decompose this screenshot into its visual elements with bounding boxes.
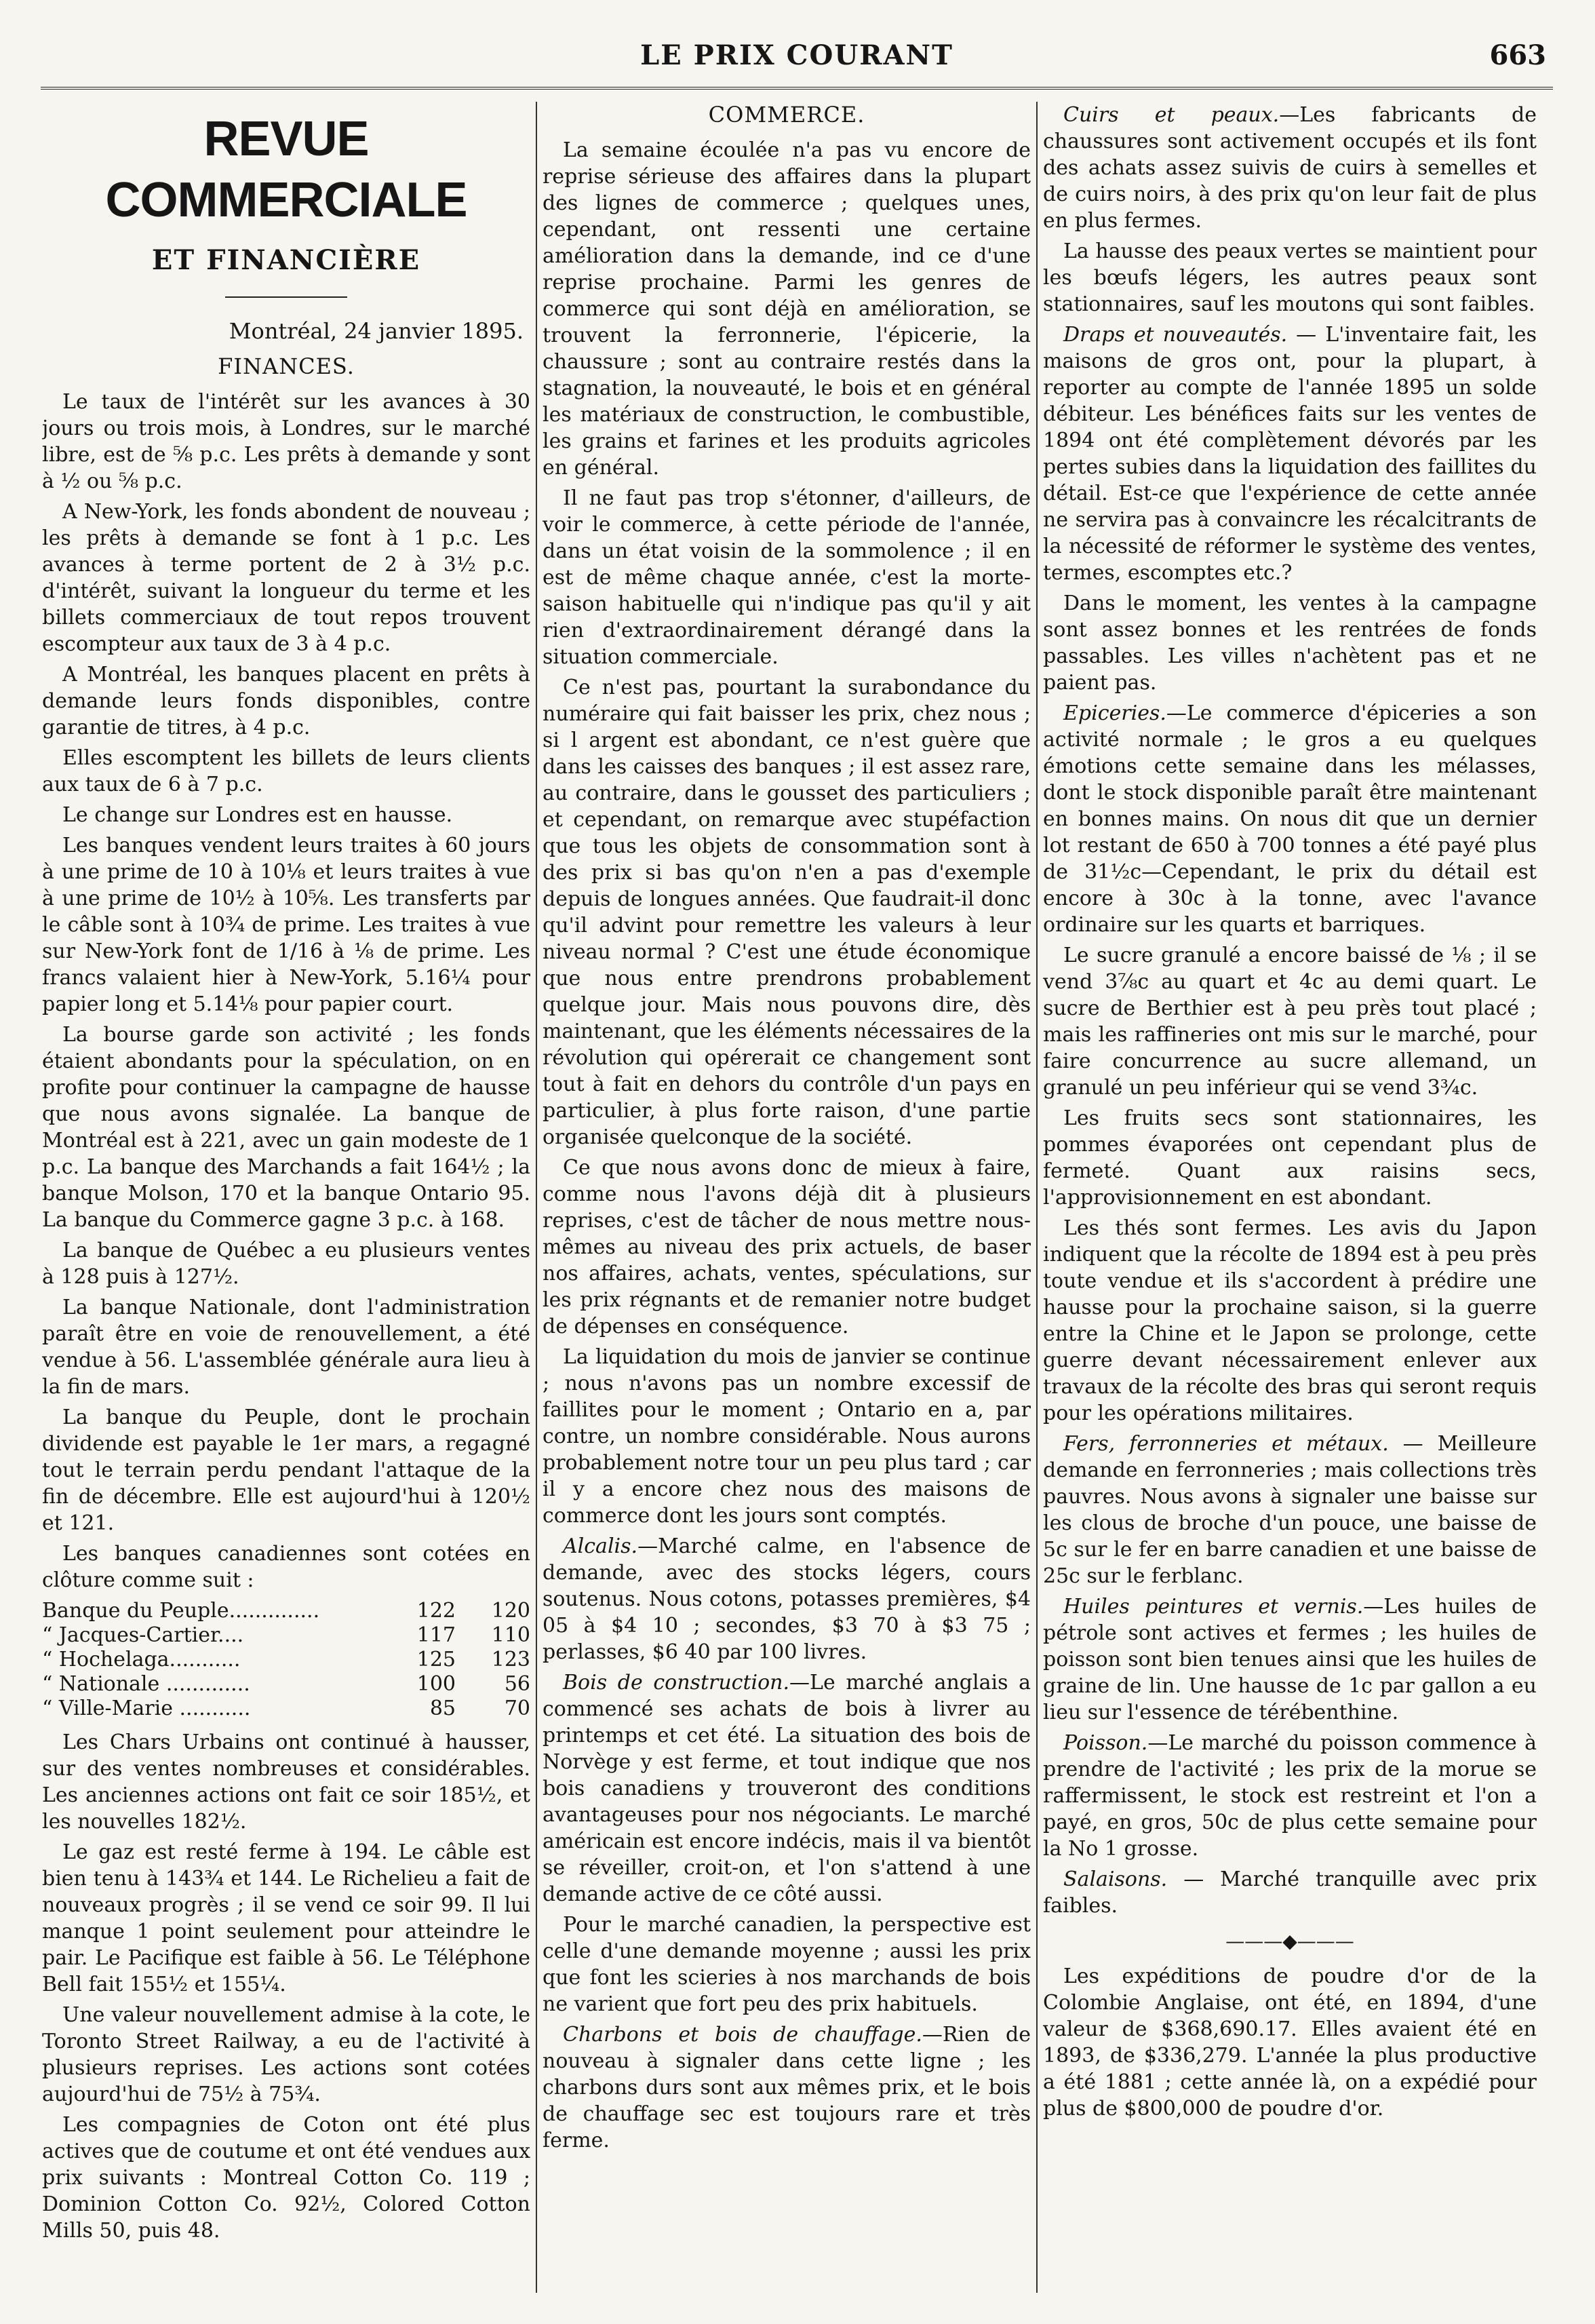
bank-name: “ Nationale ............. xyxy=(42,1672,250,1696)
rubric-text: —Le commerce d'épiceries a son activité normale ; le gros a eu quelques émotions cette semaine dans les mélasses, dont le stock disponible paraît être maintenant en bonnes mains. On nous dit que un dernier lot restant de 650 à 700 tonnes a été payé plus de 31½c—Cependant, le prix du détail est encore à 30c à la tonne, avec l'avance ordinaire sur les quarts et barriques. xyxy=(1043,701,1537,937)
paragraph: La liquidation du mois de janvier se continue ; nous n'avons pas un nombre excessif de faillites pour le moment ; Ontario en a, par contre, un nombre considérable. Nous aurons probablement notre tour un peu plus tard ; car il y a encore chez nous des maisons de commerce dont les jours sont comptés. xyxy=(543,1345,1031,1528)
paragraph: Une valeur nouvellement admise à la cote, le Toronto Street Railway, a eu de l'activité à plusieurs reprises. Les actions sont cotées aujourd'hui de 75½ à 75¾. xyxy=(42,2003,530,2106)
paragraph: A New-York, les fonds abondent de nouveau ; les prêts à demande se font à 1 p.c. Les avances à terme portent de 2 à 3½ p.c. d'intérêt, suivant la longueur du terme et les billets commerciaux de tout repos trouvent escompteur aux taux de 3 à 4 p.c. xyxy=(42,500,530,656)
ask-value: 120 xyxy=(491,1599,530,1623)
paragraph-bois xyxy=(543,1669,1031,1907)
table-row xyxy=(42,1697,530,1721)
rubric-label: Bois de construction. xyxy=(563,1671,790,1694)
bid-value: 100 xyxy=(416,1672,456,1696)
paragraph: Les thés sont fermes. Les avis du Japon indiquent que la récolte de 1894 est à peu près toute vendue et ils s'accordent à prédire une hausse pour la prochaine saison, si la guerre entre la Chine et le Japon se prolonge, cette guerre devant nécessairement enlever aux travaux de la récolte des bras qui seront requis pour les opérations militaires. xyxy=(1043,1216,1537,1425)
paragraph: Les banques vendent leurs traites à 60 jours à une prime de 10 à 10⅛ et leurs traites à vue à une prime de 10½ à 10⅝. Les transferts par le câble sont à 10¾ de prime. Les traites à vue sur New-York font de 1/16 à ⅛ de prime. Les francs valaient hier à New-York, 5.16¼ pour papier long et 5.14⅛ pour papier court. xyxy=(42,834,530,1016)
paragraph-fers xyxy=(1043,1431,1537,1589)
rubric-text: —Marché calme, en l'absence de demande, avec des stocks légers, cours soutenus. Nous cotons, potasses premières, $4 05 à $4 10 ; secondes, $3 70 à $3 75 ; perlasses, $6 40 par 100 livres. xyxy=(543,1534,1031,1664)
bid-value: 122 xyxy=(416,1599,456,1623)
column-rule-2 xyxy=(1036,102,1038,2293)
masthead-subtitle: ET FINANCIÈRE xyxy=(151,244,421,276)
ask-value: 110 xyxy=(491,1623,530,1647)
paragraph: A Montréal, les banques placent en prêts à demande leurs fonds disponibles, contre garantie de titres, à 4 p.c. xyxy=(42,663,530,739)
page-header xyxy=(41,39,1553,90)
rubric-text: — Marché tranquille avec prix faibles. xyxy=(1043,1867,1537,1918)
paragraph: Ce n'est pas, pourtant la surabondance du numéraire qui fait baisser les prix, chez nous ; si l argent est abondant, ce n'est guère que dans les caisses des banques ; il est assez rare, au contraire, dans le gousset des particuliers ; et cependant, on remarque avec stupéfaction que tous les objets de consommation sont à des prix si bas qu'on n'en a pas d'exemple depuis de longues années. Que faudrait-il donc qu'il advint pour remettre les valeurs à leur niveau normal ? C'est une étude économique que nous entre prendrons probablement quelque jour. Mais nous pouvons dire, dès maintenant, que les éléments nécessaires de la révolution qui opérerait ce changement sont tout à fait en dehors du contrôle d'un pays en particulier, à plus forte raison, d'une partie organisée quelconque de la société. xyxy=(543,676,1031,1149)
paragraph-alcalis xyxy=(543,1533,1031,1665)
paragraph: Pour le marché canadien, la perspective est celle d'une demande moyenne ; aussi les prix que font les scieries à nos marchands de bois ne varient que fort peu des prix habituels. xyxy=(543,1913,1031,2016)
paragraph: Le sucre granulé a encore baissé de ⅛ ; il se vend 3⅞c au quart et 4c au demi quart. Le sucre de Berthier est à peu près tout placé ; mais les raffineries ont mis sur le marché, pour faire concurrence au sucre allemand, un granulé un peu inférieur qui se vend 3¾c. xyxy=(1043,944,1537,1100)
paragraph-draps xyxy=(1043,322,1537,586)
rubric-label: Alcalis. xyxy=(563,1534,638,1558)
column-1 xyxy=(42,102,530,2300)
paragraph: Le taux de l'intérêt sur les avances à 30 jours ou trois mois, à Londres, sur le marché libre, est de ⅝ p.c. Les prêts à demande y sont à ½ ou ⅝ p.c. xyxy=(42,390,530,493)
paragraph: Les Chars Urbains ont continué à hausser, sur des ventes nombreuses et considérables. Les anciennes actions ont fait ce soir 185½, et les nouvelles 182½. xyxy=(42,1730,530,1834)
paragraph: Le change sur Londres est en hausse. xyxy=(62,803,453,827)
paragraph: Il ne faut pas trop s'étonner, d'ailleurs, de voir le commerce, à cette période de l'année, dans un état voisin de la sommolence ; il en est de même chaque année, c'est la morte-saison habituelle qui n'indique pas qu'il y ait rien d'extraordinairement dérangé dans la situation commerciale. xyxy=(543,486,1031,669)
bank-name: “ Ville-Marie ........... xyxy=(42,1697,251,1720)
paragraph: La semaine écoulée n'a pas vu encore de reprise sérieuse des affaires dans la plupart des lignes de commerce ; quelques unes, cependant, ont ressenti une certaine amélioration dans la demande, ind ce d'une reprise prochaine. Parmi les genres de commerce qui sont déjà en amélioration, se trouvent la ferronnerie, l'épicerie, la chaussure ; sont au contraire restés dans la stagnation, la nouveauté, le bois et en général les matériaux de construction, le combustible, les grains et farines et les produits agricoles en général. xyxy=(543,138,1031,480)
rubric-label: Draps et nouveautés. xyxy=(1063,323,1288,347)
bid-value: 117 xyxy=(416,1623,456,1647)
bank-quotes-table xyxy=(42,1599,530,1721)
rubric-text: —Les huiles de pétrole sont actives et fermes ; les huiles de poisson sont bien tenues ainsi que les huiles de graine de lin. Une hausse de 1c par gallon a eu lieu sur l'essence de térébenthine. xyxy=(1043,1595,1537,1724)
rubric-label: Epiceries. xyxy=(1063,701,1166,725)
rubric-label: Cuirs et peaux. xyxy=(1063,103,1280,127)
rubric-text: —Les fabricants de chaussures sont activement occupés et ils font des achats assez suivis de cuirs à semelles et de cuirs noirs, à des prix qu'on leur fait de plus en plus fermes. xyxy=(1043,103,1537,233)
table-row xyxy=(42,1648,530,1672)
rubric-label: Charbons et bois de chauffage. xyxy=(563,2023,922,2047)
dateline: Montréal, 24 janvier 1895. xyxy=(229,318,524,344)
paragraph: La hausse des peaux vertes se maintient pour les bœufs légers, les autres peaux sont stationnaires, sauf les moutons qui sont faibles. xyxy=(1043,239,1537,316)
section-heading-commerce: COMMERCE. xyxy=(708,102,865,128)
running-title: LE PRIX COURANT xyxy=(640,39,953,71)
column-rule-1 xyxy=(536,102,537,2293)
rubric-label: Huiles peintures et vernis. xyxy=(1063,1595,1364,1619)
bank-name: “ Jacques-Cartier.... xyxy=(42,1623,244,1647)
table-row xyxy=(42,1672,530,1697)
paragraph-poisson xyxy=(1043,1730,1537,1862)
ornament-divider-icon: ———◆——— xyxy=(1225,1930,1354,1952)
paragraph: Le gaz est resté ferme à 194. Le câble est bien tenu à 143¾ et 144. Le Richelieu a fait de nouveaux progrès ; il se vend ce soir 99. Il lui manque 1 point seulement pour atteindre le pair. Le Pacifique est faible à 56. Le Téléphone Bell fait 155½ et 155¼. xyxy=(42,1840,530,1996)
paragraph-epiceries xyxy=(1043,700,1537,938)
section-heading-finances: FINANCES. xyxy=(218,353,355,379)
paragraph: Les compagnies de Coton ont été plus actives que de coutume et ont été vendues aux prix suivants : Montreal Cotton Co. 119 ; Dominion Cotton Co. 92½, Colored Cotton Mills 50, puis 48. xyxy=(42,2113,530,2243)
masthead-title: REVUE COMMERCIALE xyxy=(105,112,467,227)
rubric-text: — Meilleure demande en ferronneries ; mais collections très pauvres. Nous avons à signaler une baisse sur les clous de broche d'un pouce, une baisse de 5c sur le fer en barre canadien et une baisse de 25c sur le ferblanc. xyxy=(1043,1432,1537,1588)
paragraph: La banque Nationale, dont l'administration paraît être en voie de renouvellement, a été vendue à 56. L'assemblée générale aura lieu à la fin de mars. xyxy=(42,1296,530,1399)
ask-value: 70 xyxy=(504,1697,530,1720)
paragraph-huiles xyxy=(1043,1593,1537,1726)
paragraph: La banque du Peuple, dont le prochain dividende est payable le 1er mars, a regagné tout le terrain perdu pendant l'attaque de la fin de décembre. Elle est aujourd'hui à 120½ et 121. xyxy=(42,1406,530,1535)
rubric-text: —Le marché anglais a commencé ses achats de bois à livrer au printemps et cet été. La situation des bois de Norvège y est ferme, et tout indique que nos bois canadiens y trouveront des conditions avantageuses pour nos négociants. Le marché américain est encore indécis, mais il va bientôt se réveiller, croit-on, et l'on s'attend à une demande active de ce côté aussi. xyxy=(543,1671,1031,1906)
rubric-text: —Rien de nouveau à signaler dans cette ligne ; les charbons durs sont aux mêmes prix, et le bois de chauffage sec est toujours rare et très ferme. xyxy=(543,2023,1031,2152)
paragraph-salaisons xyxy=(1043,1866,1537,1919)
paragraph: La banque de Québec a eu plusieurs ventes à 128 puis à 127½. xyxy=(42,1239,530,1289)
bid-value: 85 xyxy=(429,1697,456,1720)
divider xyxy=(225,296,347,298)
paragraph: Ce que nous avons donc de mieux à faire, comme nous l'avons déjà dit à plusieurs reprises, c'est de tâcher de nous mettre nous-mêmes au niveau des prix actuels, de baser nos affaires, achats, ventes, spéculations, sur les prix régnants et de remanier notre budget de dépenses en conséquence. xyxy=(543,1156,1031,1338)
column-3 xyxy=(1043,102,1537,2300)
table-row xyxy=(42,1623,530,1648)
ask-value: 56 xyxy=(504,1672,530,1696)
paragraph: La bourse garde son activité ; les fonds étaient abondants pour la spéculation, on en profite pour continuer la campagne de hausse que nous avons signalée. La banque de Montréal est à 221, avec un gain modeste de 1 p.c. La banque des Marchands a fait 164½ ; la banque Molson, 170 et la banque Ontario 95. La banque du Commerce gagne 3 p.c. à 168. xyxy=(42,1023,530,1232)
bid-value: 125 xyxy=(416,1648,456,1671)
column-2 xyxy=(543,102,1031,2300)
paragraph: Les fruits secs sont stationnaires, les pommes évaporées ont cependant plus de fermeté. Quant aux raisins secs, l'approvisionnement en est abondant. xyxy=(1043,1106,1537,1209)
page-number: 663 xyxy=(1489,39,1546,71)
paragraph: Dans le moment, les ventes à la campagne sont assez bonnes et les rentrées de fonds passables. Les villes n'achètent pas et ne paient pas. xyxy=(1043,592,1537,695)
bank-name: “ Hochelaga........... xyxy=(42,1648,241,1671)
rubric-text: —Le marché du poisson commence à prendre de l'activité ; les prix de la morue se raffermissent, le stock est restreint et l'on a payé, en gros, 50c de plus cette semaine pour la No 1 grosse. xyxy=(1043,1731,1537,1861)
rubric-label: Fers, ferronneries et métaux. xyxy=(1063,1432,1389,1456)
rubric-text: — L'inventaire fait, les maisons de gros ont, pour la plupart, à reporter au compte de l'année 1895 un solde débiteur. Les bénéfices faits sur les ventes de 1894 ont été complètement dévorés par les pertes subies dans la liquidation des faillites du détail. Est-ce que l'expérience de cette année ne servira pas à convaincre les récalcitrants de la nécessité de réformer le système des ventes, termes, escomptes etc.? xyxy=(1043,323,1537,585)
paragraph: Les banques canadiennes sont cotées en clôture comme suit : xyxy=(42,1542,530,1592)
paragraph-cuirs xyxy=(1043,102,1537,234)
rubric-label: Poisson. xyxy=(1063,1731,1148,1755)
bank-name: Banque du Peuple.............. xyxy=(42,1599,320,1623)
ask-value: 123 xyxy=(491,1648,530,1671)
table-row xyxy=(42,1599,530,1623)
paragraph: Les expéditions de poudre d'or de la Colombie Anglaise, ont été, en 1894, d'une valeur de $368,690.17. Elles avaient été en 1893, de $336,279. L'année la plus productive a été 1881 ; cette année là, on a expédié pour plus de $800,000 de poudre d'or. xyxy=(1043,1964,1537,2120)
paragraph: Elles escomptent les billets de leurs clients aux taux de 6 à 7 p.c. xyxy=(42,746,530,796)
rubric-label: Salaisons. xyxy=(1063,1867,1168,1891)
paragraph-charbons xyxy=(543,2021,1031,2154)
